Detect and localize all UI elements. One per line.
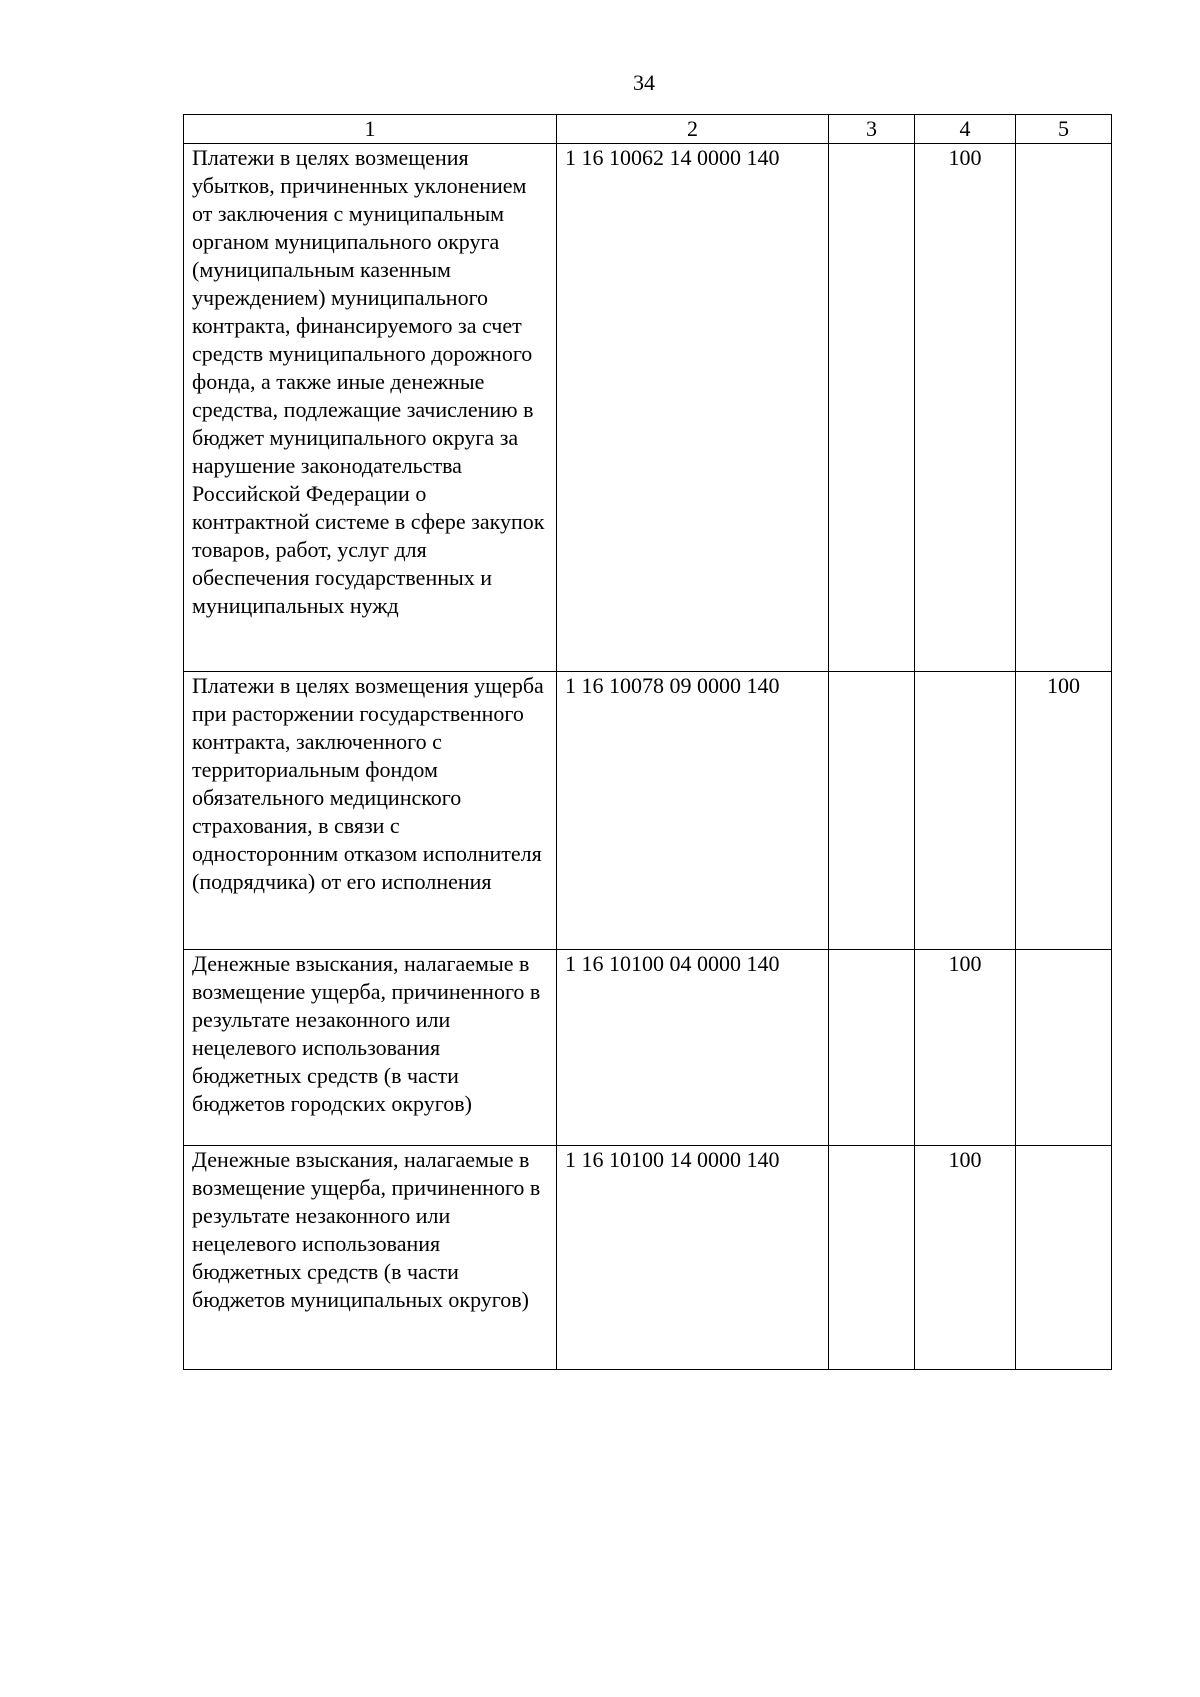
table-row bbox=[184, 950, 1112, 1146]
row-description: Денежные взыскания, налагаемые в возмещение ущерба, причиненного в результате незаконного или нецелевого использования бюджетных средств (в части бюджетов муниципальных округов) bbox=[184, 1146, 557, 1370]
row-col5-value bbox=[1016, 1146, 1112, 1370]
column-header-2: 2 bbox=[557, 115, 829, 144]
row-description: Платежи в целях возмещения ущерба при расторжении государственного контракта, заключенного с территориальным фондом обязательного медицинского страхования, в связи с односторонним отказом исполнителя (подрядчика) от его исполнения bbox=[184, 672, 557, 950]
row-budget-code: 1 16 10100 04 0000 140 bbox=[557, 950, 829, 1146]
row-col4-value: 100 bbox=[915, 1146, 1016, 1370]
row-description: Платежи в целях возмещения убытков, причиненных уклонением от заключения с муниципальным органом муниципального округа (муниципальным казенным учреждением) муниципального контракта, финансируемого за счет средств муниципального дорожного фонда, а также иные денежные средства, подлежащие зачислению в бюджет муниципального округа за нарушение законодательства Российской Федерации о контрактной системе в сфере закупок товаров, работ, услуг для обеспечения государственных и муниципальных нужд bbox=[184, 144, 557, 672]
row-col3-value bbox=[829, 950, 915, 1146]
table-header-row bbox=[184, 115, 1112, 144]
row-col4-value: 100 bbox=[915, 950, 1016, 1146]
column-header-4: 4 bbox=[915, 115, 1016, 144]
row-budget-code: 1 16 10078 09 0000 140 bbox=[557, 672, 829, 950]
row-col4-value: 100 bbox=[915, 144, 1016, 672]
row-col4-value bbox=[915, 672, 1016, 950]
column-header-1: 1 bbox=[184, 115, 557, 144]
table-row bbox=[184, 144, 1112, 672]
row-col5-value bbox=[1016, 144, 1112, 672]
row-budget-code: 1 16 10062 14 0000 140 bbox=[557, 144, 829, 672]
table-row bbox=[184, 1146, 1112, 1370]
table-row bbox=[184, 672, 1112, 950]
column-header-5: 5 bbox=[1016, 115, 1112, 144]
row-col3-value bbox=[829, 672, 915, 950]
row-col5-value bbox=[1016, 950, 1112, 1146]
column-header-3: 3 bbox=[829, 115, 915, 144]
budget-table bbox=[183, 114, 1112, 1370]
row-col3-value bbox=[829, 1146, 915, 1370]
row-description: Денежные взыскания, налагаемые в возмещение ущерба, причиненного в результате незаконного или нецелевого использования бюджетных средств (в части бюджетов городских округов) bbox=[184, 950, 557, 1146]
row-col5-value: 100 bbox=[1016, 672, 1112, 950]
page-number: 34 bbox=[633, 70, 655, 95]
row-budget-code: 1 16 10100 14 0000 140 bbox=[557, 1146, 829, 1370]
row-col3-value bbox=[829, 144, 915, 672]
